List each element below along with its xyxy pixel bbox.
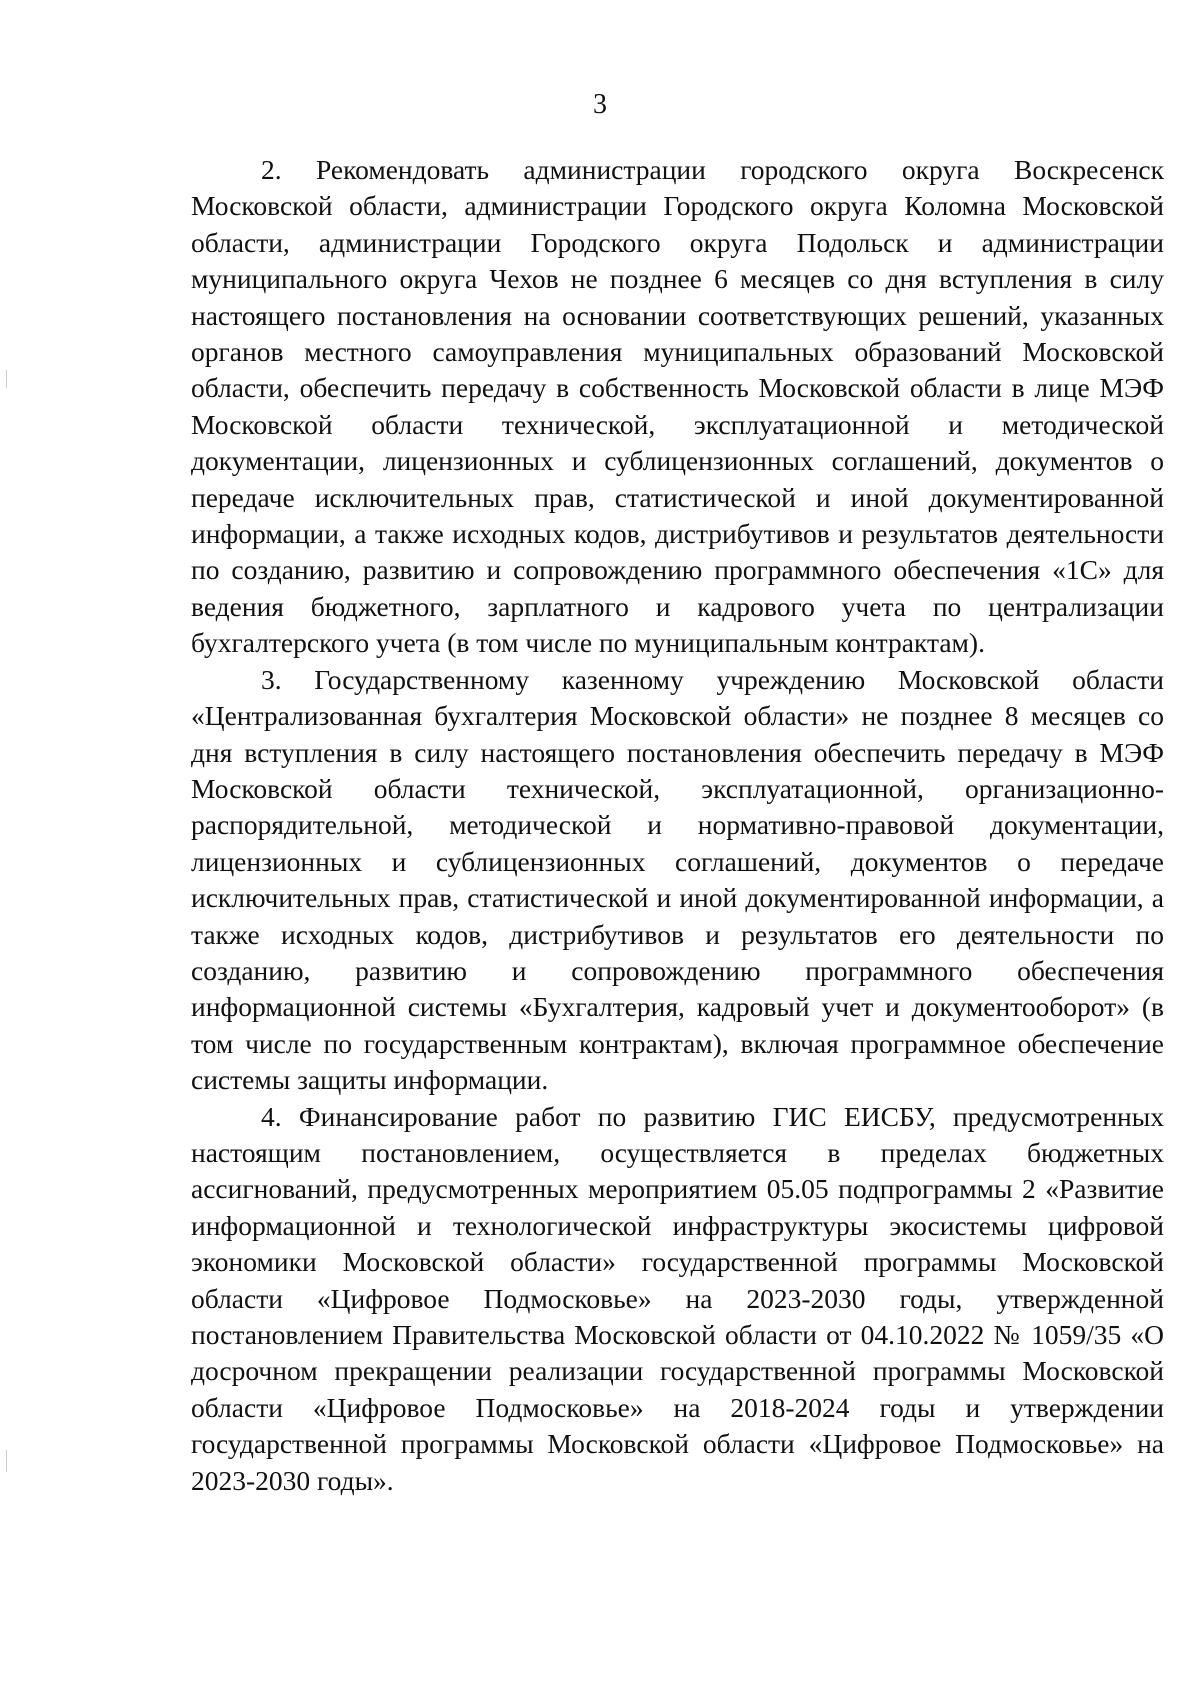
paragraph-2: 2. Рекомендовать администрации городского округа Воскресенск Московской области, администрации Городского округа Коломна Московской области, администрации Городского округа Подольск и администрации муниципального округа Чехов не позднее 6 месяцев со дня вступления в силу настоящего постановления на основании соответствующих решений, указанных органов местного самоуправления муниципальных образований Московской области, обеспечить передачу в собственность Московской области в лице МЭФ Московской области технической, эксплуатационной и методической документации, лицензионных и сублицензионных соглашений, документов о передаче исключительных прав, статистической и иной документированной информации, а также исходных кодов, дистрибутивов и результатов деятельности по созданию, развитию и сопровождению программного обеспечения «1С» для ведения бюджетного, зарплатного и кадрового учета по централизации бухгалтерского учета (в том числе по муниципальным контрактам). (191, 154, 1164, 659)
page-number: 3 (593, 89, 607, 120)
document-body (191, 152, 1164, 1499)
scan-edge-mark (6, 370, 7, 388)
paragraph-4: 4. Финансирование работ по развитию ГИС ЕИСБУ, предусмотренных настоящим постановлением, осуществляется в пределах бюджетных ассигнований, предусмотренных мероприятием 05.05 подпрограммы 2 «Развитие информационной и технологической инфраструктуры экосистемы цифровой экономики Московской области» государственной программы Московской области «Цифровое Подмосковье» на 2023-2030 годы, утвержденной постановлением Правительства Московской области от 04.10.2022 № 1059/35 «О досрочном прекращении реализации государственной программы Московской области «Цифровое Подмосковье» на 2018-2024 годы и утверждении государственной программы Московской области «Цифровое Подмосковье» на 2023-2030 годы». (191, 1100, 1164, 1496)
paragraph-3: 3. Государственному казенному учреждению Московской области «Централизованная бухгалтерия Московской области» не позднее 8 месяцев со дня вступления в силу настоящего постановления обеспечить передачу в МЭФ Московской области технической, эксплуатационной, организационно-распорядительной, методической и нормативно-правовой документации, лицензионных и сублицензионных соглашений, документов о передаче исключительных прав, статистической и иной документированной информации, а также исходных кодов, дистрибутивов и результатов его деятельности по созданию, развитию и сопровождению программного обеспечения информационной системы «Бухгалтерия, кадровый учет и документооборот» (в том числе по государственным контрактам), включая программное обеспечение системы защиты информации. (191, 663, 1164, 1096)
scan-edge-mark (6, 1450, 7, 1472)
